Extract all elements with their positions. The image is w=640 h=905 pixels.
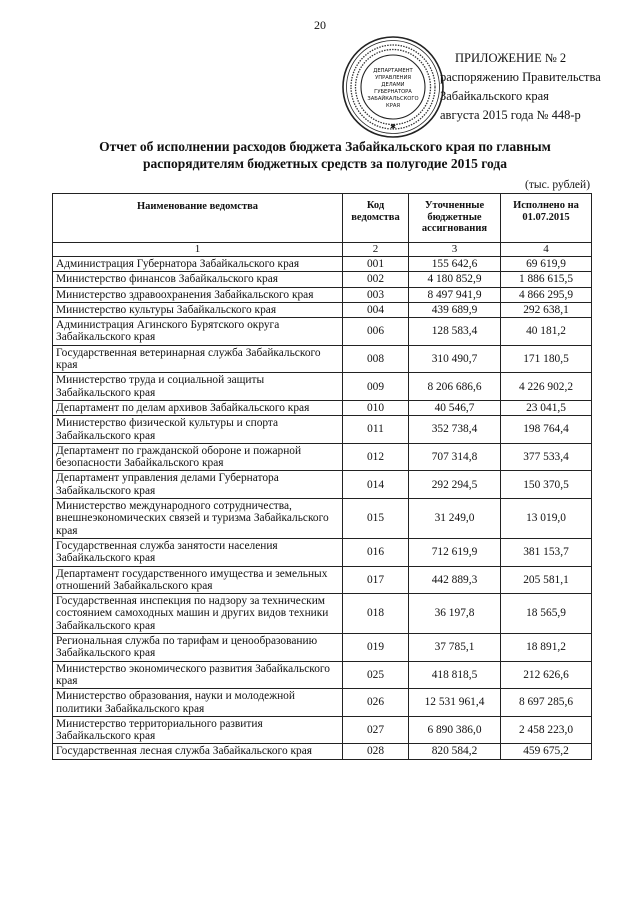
column-number: 1 (53, 243, 343, 257)
cell-executed: 377 533,4 (501, 443, 592, 471)
cell-department-code: 014 (343, 471, 409, 499)
seal-text-line: ДЕПАРТАМЕНТ (373, 68, 413, 74)
table-row (53, 689, 592, 717)
cell-executed: 18 565,9 (501, 594, 592, 634)
cell-allocations: 418 818,5 (409, 661, 501, 689)
cell-allocations: 439 689,9 (409, 302, 501, 317)
cell-executed: 292 638,1 (501, 302, 592, 317)
cell-executed: 1 886 615,5 (501, 272, 592, 287)
cell-executed: 4 226 902,2 (501, 373, 592, 401)
expenditure-table (52, 193, 592, 760)
table-row (53, 345, 592, 373)
table-row (53, 499, 592, 539)
cell-executed: 171 180,5 (501, 345, 592, 373)
cell-department-code: 027 (343, 716, 409, 744)
column-number: 2 (343, 243, 409, 257)
report-title (60, 138, 590, 172)
svg-text:✱: ✱ (390, 123, 396, 131)
report-title-line-1: Отчет об исполнении расходов бюджета Забайкальского края по главным (99, 139, 551, 154)
cell-allocations: 6 890 386,0 (409, 716, 501, 744)
cell-department-code: 017 (343, 566, 409, 594)
appendix-line-2: распоряжению Правительства (440, 70, 601, 84)
table-row (53, 257, 592, 272)
cell-executed: 198 764,4 (501, 416, 592, 444)
appendix-header (440, 49, 640, 125)
cell-executed: 212 626,6 (501, 661, 592, 689)
cell-department-code: 012 (343, 443, 409, 471)
table-row (53, 318, 592, 346)
table-row (53, 373, 592, 401)
cell-department-code: 016 (343, 538, 409, 566)
seal-text-line: УПРАВЛЕНИЯ (375, 75, 411, 81)
table-row (53, 416, 592, 444)
appendix-line-4: августа 2015 года № 448-р (440, 108, 581, 122)
cell-executed: 150 370,5 (501, 471, 592, 499)
cell-allocations: 442 889,3 (409, 566, 501, 594)
cell-department-name: Государственная лесная служба Забайкальского края (53, 744, 343, 759)
cell-allocations: 352 738,4 (409, 416, 501, 444)
cell-allocations: 40 546,7 (409, 400, 501, 415)
table-body (53, 257, 592, 760)
page-number: 20 (314, 18, 326, 32)
units-note: (тыс. рублей) (525, 179, 591, 191)
cell-department-code: 008 (343, 345, 409, 373)
cell-executed: 4 866 295,9 (501, 287, 592, 302)
cell-executed: 205 581,1 (501, 566, 592, 594)
cell-department-name: Министерство труда и социальной защиты Забайкальского края (53, 373, 343, 401)
column-number: 3 (409, 243, 501, 257)
cell-department-name: Министерство культуры Забайкальского края (53, 302, 343, 317)
table-row (53, 471, 592, 499)
table-row (53, 594, 592, 634)
table-row (53, 538, 592, 566)
cell-allocations: 36 197,8 (409, 594, 501, 634)
cell-allocations: 12 531 961,4 (409, 689, 501, 717)
cell-department-code: 018 (343, 594, 409, 634)
cell-department-code: 011 (343, 416, 409, 444)
cell-department-code: 002 (343, 272, 409, 287)
cell-executed: 381 153,7 (501, 538, 592, 566)
cell-department-name: Департамент управления делами Губернатора Забайкальского края (53, 471, 343, 499)
cell-allocations: 310 490,7 (409, 345, 501, 373)
header-executed: Исполнено на 01.07.2015 (501, 194, 592, 243)
cell-department-code: 004 (343, 302, 409, 317)
cell-allocations: 820 584,2 (409, 744, 501, 759)
cell-department-name: Министерство экономического развития Забайкальского края (53, 661, 343, 689)
cell-department-name: Министерство образования, науки и молодежной политики Забайкальского края (53, 689, 343, 717)
cell-department-code: 006 (343, 318, 409, 346)
cell-department-name: Министерство физической культуры и спорта Забайкальского края (53, 416, 343, 444)
column-number-row (53, 243, 592, 257)
cell-executed: 8 697 285,6 (501, 689, 592, 717)
table-row (53, 287, 592, 302)
seal-text-line: ГУБЕРНАТОРА (374, 89, 412, 95)
cell-allocations: 8 497 941,9 (409, 287, 501, 302)
cell-allocations: 37 785,1 (409, 634, 501, 662)
cell-department-code: 009 (343, 373, 409, 401)
cell-department-name: Департамент по делам архивов Забайкальского края (53, 400, 343, 415)
cell-executed: 13 019,0 (501, 499, 592, 539)
table-row (53, 661, 592, 689)
cell-department-name: Региональная служба по тарифам и ценообразованию Забайкальского края (53, 634, 343, 662)
cell-department-code: 001 (343, 257, 409, 272)
table-row (53, 744, 592, 759)
table-row (53, 566, 592, 594)
seal-text-line: ЗАБАЙКАЛЬСКОГО (367, 96, 419, 102)
table-row (53, 716, 592, 744)
seal-text-line: ДЕЛАМИ (381, 82, 405, 88)
cell-allocations: 128 583,4 (409, 318, 501, 346)
cell-allocations: 712 619,9 (409, 538, 501, 566)
cell-department-name: Департамент государственного имущества и земельных отношений Забайкальского края (53, 566, 343, 594)
cell-department-name: Министерство международного сотрудничества, внешнеэкономических связей и туризма Забайкальского края (53, 499, 343, 539)
cell-department-code: 026 (343, 689, 409, 717)
appendix-line-1: ПРИЛОЖЕНИЕ № 2 (455, 51, 567, 65)
cell-executed: 18 891,2 (501, 634, 592, 662)
cell-department-name: Министерство финансов Забайкальского края (53, 272, 343, 287)
cell-department-name: Государственная служба занятости населения Забайкальского края (53, 538, 343, 566)
table-row (53, 634, 592, 662)
cell-department-name: Администрация Губернатора Забайкальского края (53, 257, 343, 272)
cell-department-code: 028 (343, 744, 409, 759)
table-row (53, 443, 592, 471)
column-number: 4 (501, 243, 592, 257)
cell-department-code: 019 (343, 634, 409, 662)
cell-executed: 459 675,2 (501, 744, 592, 759)
cell-executed: 23 041,5 (501, 400, 592, 415)
header-department-name: Наименование ведомства (53, 194, 343, 243)
cell-executed: 40 181,2 (501, 318, 592, 346)
cell-department-name: Министерство территориального развития Забайкальского края (53, 716, 343, 744)
header-allocations: Уточненные бюджетные ассигнования (409, 194, 501, 243)
header-department-code: Код ведомства (343, 194, 409, 243)
cell-department-code: 010 (343, 400, 409, 415)
official-seal-stamp (341, 35, 445, 139)
cell-executed: 69 619,9 (501, 257, 592, 272)
cell-allocations: 31 249,0 (409, 499, 501, 539)
cell-department-name: Министерство здравоохранения Забайкальского края (53, 287, 343, 302)
cell-allocations: 8 206 686,6 (409, 373, 501, 401)
cell-department-name: Государственная ветеринарная служба Забайкальского края (53, 345, 343, 373)
cell-allocations: 155 642,6 (409, 257, 501, 272)
cell-department-code: 015 (343, 499, 409, 539)
appendix-line-3: Забайкальского края (440, 89, 549, 103)
cell-department-code: 003 (343, 287, 409, 302)
cell-executed: 2 458 223,0 (501, 716, 592, 744)
table-row (53, 272, 592, 287)
cell-department-code: 025 (343, 661, 409, 689)
table-row (53, 400, 592, 415)
cell-allocations: 707 314,8 (409, 443, 501, 471)
cell-allocations: 4 180 852,9 (409, 272, 501, 287)
cell-department-name: Государственная инспекция по надзору за техническим состоянием самоходных машин и других видов техники Забайкальского края (53, 594, 343, 634)
table-row (53, 302, 592, 317)
table-header-row (53, 194, 592, 243)
cell-department-name: Департамент по гражданской обороне и пожарной безопасности Забайкальского края (53, 443, 343, 471)
cell-allocations: 292 294,5 (409, 471, 501, 499)
report-title-line-2: распорядителям бюджетных средств за полугодие 2015 года (143, 156, 507, 171)
seal-text-line: КРАЯ (386, 103, 400, 109)
cell-department-name: Администрация Агинского Бурятского округа Забайкальского края (53, 318, 343, 346)
